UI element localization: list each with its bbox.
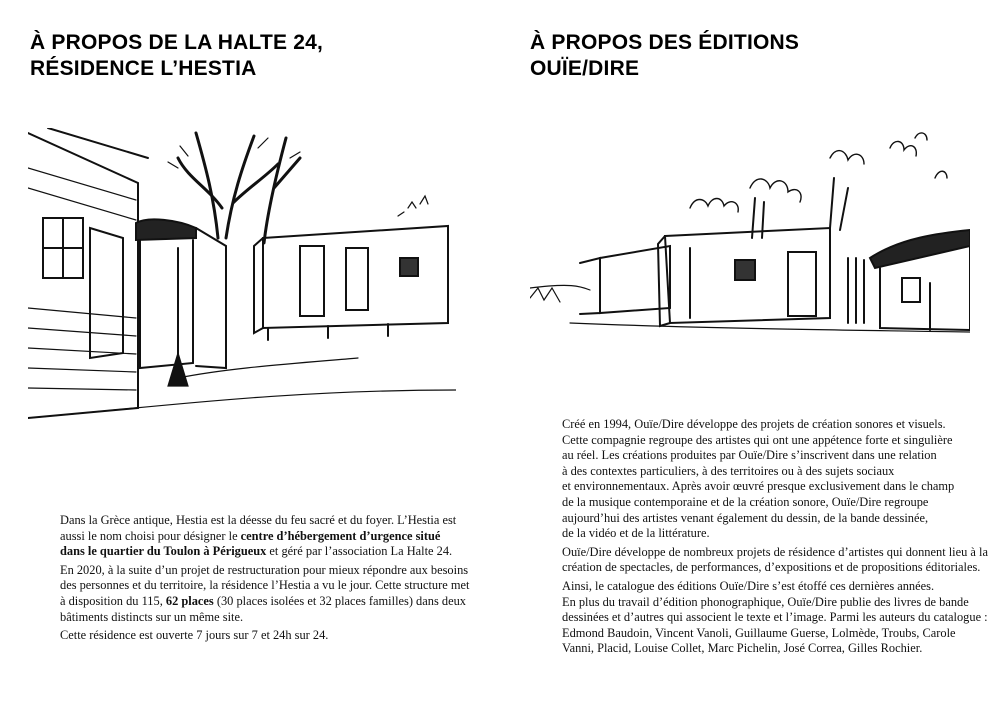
- right-title-line-2: OUÏE/DIRE: [530, 57, 640, 80]
- hestia-hours-paragraph: Cette résidence est ouverte 7 jours sur 7 et 24h sur 24.: [60, 628, 329, 643]
- ouie-dire-catalogue-line: En plus du travail d’édition phonographique, Ouïe/Dire publie des livres de bande: [562, 594, 969, 609]
- ouie-dire-catalogue-line: Vanni, Placid, Louise Collet, Marc Pichelin, José Correa, Gilles Rochier.: [562, 641, 923, 656]
- ouie-dire-intro-line: aujourd’hui des artistes venant également du dessin, de la bande dessinée,: [562, 510, 929, 525]
- camp-illustration: [28, 128, 456, 428]
- ouie-dire-residency-line: Ouïe/Dire développe de nombreux projets de résidence d’artistes qui donnent lieu à la: [562, 544, 988, 559]
- ouie-dire-intro-paragraph: [562, 417, 972, 542]
- ouie-dire-intro-line: à des contextes particuliers, à des territoires ou à des sujets sociaux: [562, 463, 895, 478]
- ouie-dire-catalogue-line: Ainsi, le catalogue des éditions Ouïe/Dire s’est étoffé ces dernières années.: [562, 578, 935, 593]
- places-count-bold: 62 places: [165, 593, 214, 608]
- hestia-history-paragraph: [60, 562, 470, 625]
- hestia-intro-bold-2: dans le quartier du Toulon à Périgueux: [60, 544, 267, 559]
- mobile-homes-illustration: [530, 118, 970, 338]
- ouie-dire-intro-line: Cette compagnie regroupe des artistes qui ont une appétence forte et singulière: [562, 432, 953, 447]
- hestia-history-line: des personnes et du territoire, la résidence l’Hestia a vu le jour. Cette structure met: [60, 578, 470, 593]
- ouie-dire-residency-paragraph: [562, 544, 988, 576]
- hestia-intro-text-1: Dans la Grèce antique, Hestia est la déesse du feu sacré et du foyer. L’Hestia: [60, 513, 440, 527]
- ouie-dire-intro-line: Créé en 1994, Ouïe/Dire développe des projets de création sonores et visuels.: [562, 417, 946, 431]
- right-page-title: [530, 30, 799, 82]
- left-title-line-2: RÉSIDENCE L’HESTIA: [30, 57, 257, 80]
- camp-sketch-drawing: [28, 128, 456, 428]
- ouie-dire-catalogue-line: dessinées et d’autres qui associent le texte et l’image. Parmi les auteurs du catalogue :: [562, 610, 988, 625]
- ouie-dire-intro-line: au réel. Les créations produites par Ouïe/Dire s’inscrivent dans une relation: [562, 448, 937, 463]
- hestia-intro-bold-1: centre d’hébergement d’urgence situé: [240, 528, 441, 543]
- hestia-history-line: [60, 593, 466, 610]
- hestia-history-line: En 2020, à la suite d’un projet de restructuration pour mieux répondre aux besoins: [60, 562, 469, 577]
- hestia-history-line: bâtiments distincts sur un même site.: [60, 609, 244, 624]
- hestia-intro-paragraph: [60, 513, 460, 560]
- ouie-dire-residency-line: création de spectacles, de performances, d’expositions et de propositions éditoriales.: [562, 560, 981, 575]
- left-page-title: [30, 30, 323, 82]
- mobile-homes-sketch-drawing: [530, 118, 970, 338]
- right-body-text: [562, 417, 988, 660]
- ouie-dire-catalogue-paragraph: [562, 578, 988, 657]
- hestia-history-text: à disposition du 115,: [60, 593, 166, 608]
- ouie-dire-intro-line: de la musique contemporaine et de la création sonore, Ouïe/Dire regroupe: [562, 494, 929, 509]
- ouie-dire-catalogue-line: Edmond Baudoin, Vincent Vanoli, Guillaume Guerse, Lolmède, Troubs, Carole: [562, 625, 956, 640]
- ouie-dire-intro-line: et environnementaux. Après avoir œuvré presque exclusivement dans le champ: [562, 479, 955, 494]
- right-title-line-1: À PROPOS DES ÉDITIONS: [530, 31, 800, 54]
- hestia-history-text: (30 places isolées et 32 places familles) dans deux: [213, 593, 466, 608]
- hestia-intro-text-3: et géré par l’association La Halte 24.: [266, 544, 453, 559]
- right-page: [500, 0, 1000, 710]
- left-body-text: [60, 513, 470, 647]
- hestia-intro-text-2: est aussi le nom choisi pour désigner le: [60, 513, 457, 543]
- left-title-line-1: À PROPOS DE LA HALTE 24,: [30, 31, 324, 54]
- ouie-dire-intro-line: de la vidéo et de la littérature.: [562, 526, 710, 541]
